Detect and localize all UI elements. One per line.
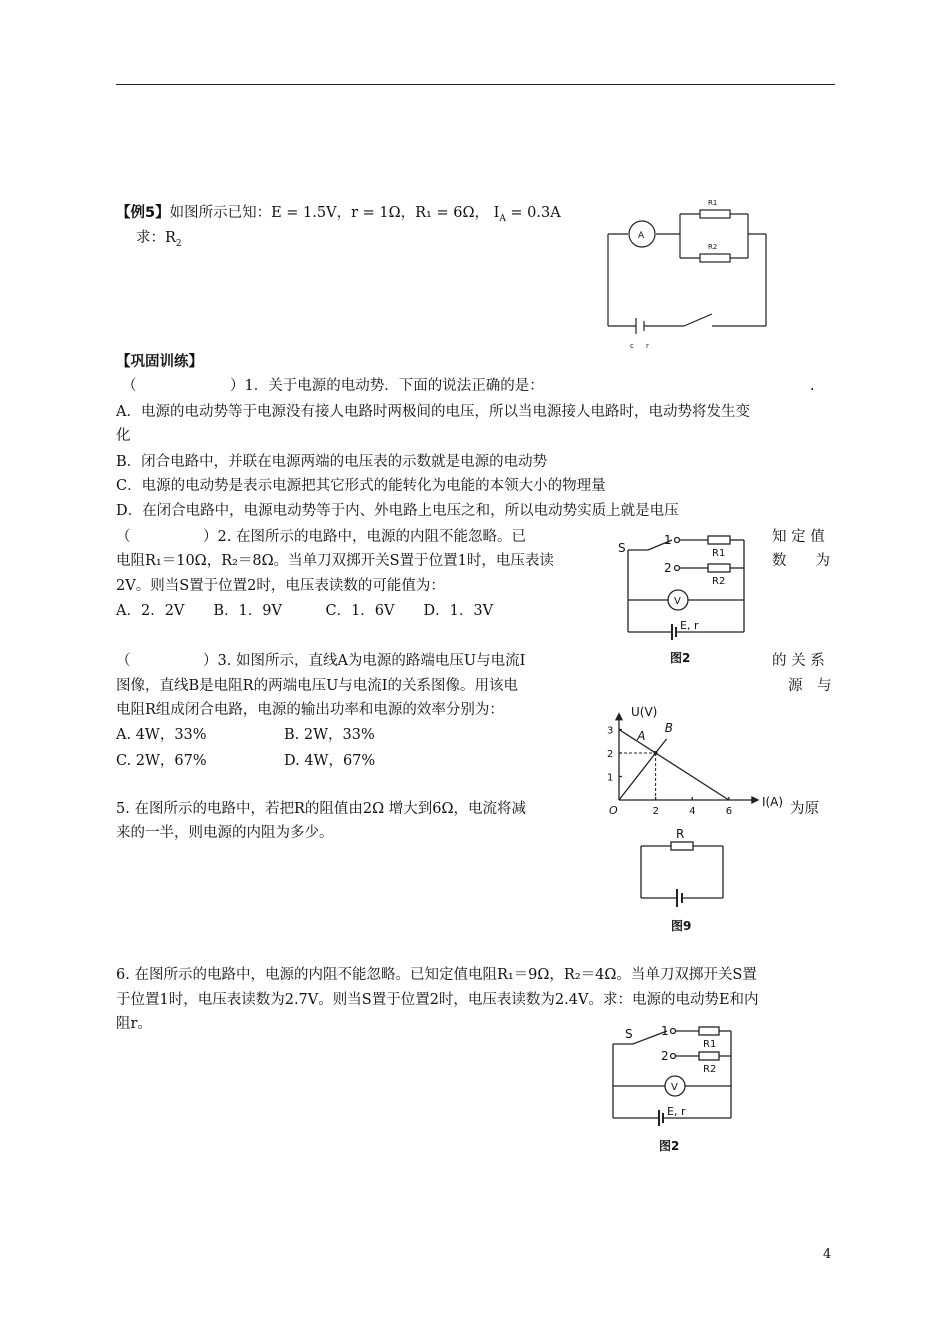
example5-text-tail: = 0.3A: [505, 205, 561, 221]
series-line-a: [619, 730, 729, 801]
q2-line3: 2V。则当S置于位置2时，电压表读数的可能值为：: [116, 578, 445, 594]
q2-fig-er: E, r: [680, 619, 699, 632]
q5-fig-r: R: [676, 827, 685, 841]
q2-fig-p2: 2: [664, 561, 672, 575]
ui-chart: [605, 680, 784, 820]
q5-fig-caption: 图9: [671, 919, 692, 933]
section-title: 【巩固训练】: [116, 354, 203, 370]
q2-line1-right: 知 定 值: [772, 529, 825, 545]
example5-ask: [136, 228, 182, 254]
q5-line1-right: 为原: [790, 801, 819, 817]
example5-circuit-figure: [600, 190, 775, 355]
series-label-b: B: [664, 720, 673, 735]
example5-r2-label: R2: [708, 243, 718, 251]
q2-fig-caption: 图2: [670, 651, 691, 665]
q6-fig-caption: 图2: [659, 1139, 680, 1153]
q6-fig-r1: R1: [703, 1039, 717, 1050]
example5-sub: A: [499, 213, 506, 224]
example5-ask-text: 求：R: [136, 230, 176, 246]
example5-ask-sub: 2: [175, 238, 182, 249]
q2-fig-r1: R1: [712, 548, 726, 559]
x-axis-label: I(A): [761, 795, 784, 809]
y-tick-label: 1: [607, 772, 614, 784]
example5-ammeter-label: A: [638, 231, 645, 241]
example5-r1-label: R1: [708, 199, 718, 207]
y-axis-arrow: [616, 714, 622, 720]
q3-line1: （ ）3. 如图所示，直线A为电源的路端电压U与电流I: [116, 653, 526, 669]
q6-fig-p1: 1: [661, 1024, 669, 1038]
q6-fig-p2: 2: [661, 1049, 669, 1063]
example5-tag: 【例5】: [116, 205, 170, 221]
q6-fig-er: E, r: [667, 1105, 686, 1118]
q6-fig-r2: R2: [703, 1064, 717, 1075]
q6-line1: 6. 在图所示的电路中，电源的内阻不能忽略。已知定值电阻R₁＝9Ω，R₂＝4Ω。当单刀双掷开关S置: [116, 967, 757, 983]
example5-e-label: c: [630, 342, 634, 350]
q2-options: A．2．2V B．1．9V C．1．6V D．1．3V: [116, 603, 494, 619]
q2-line1: （ ）2. 在图所示的电路中，电源的内阻不能忽略。已: [116, 529, 526, 545]
q2-fig-v: V: [674, 596, 681, 607]
q3-line3: 电阻R组成闭合电路，电源的输出功率和电源的效率分别为：: [116, 702, 504, 718]
q3-line1-right: 的 关 系: [772, 653, 825, 669]
q5-line2: 来的一半，则电源的内阻为多少。: [116, 825, 334, 841]
q1-option-b: B．闭合电路中，并联在电源两端的电压表的示数就是电源的电动势: [116, 454, 548, 470]
q2-line2: 电阻R₁＝10Ω，R₂＝8Ω。当单刀双掷开关S置于位置1时，电压表读: [116, 553, 554, 569]
example5-line: [116, 203, 561, 229]
series-line-b: [619, 739, 667, 800]
header-rule: [116, 84, 835, 85]
series-label-a: A: [637, 729, 646, 744]
q1-dot: .: [810, 378, 815, 394]
q3-option-d: D. 4W，67%: [284, 753, 376, 769]
example5-r2-resistor: [700, 254, 730, 262]
example5-r-label: r: [646, 342, 649, 350]
q6-circuit-figure: [605, 1022, 740, 1157]
q1-option-c: C．电源的电动势是表示电源把其它形式的能转化为电能的本领大小的物理量: [116, 478, 606, 494]
x-tick-label: 2: [652, 806, 659, 817]
q6-line2: 于位置1时，电压表读数为2.7V。则当S置于位置2时，电压表读数为2.4V。求：电源的电动势E和内: [116, 992, 759, 1008]
q2-circuit-figure: [620, 528, 750, 668]
q6-line3: 阻r。: [116, 1016, 152, 1032]
q1-option-a-cont: 化: [116, 428, 131, 444]
q5-circuit-figure: [635, 826, 735, 936]
y-tick-label: 2: [607, 749, 614, 760]
q1-option-d: D．在闭合电路中，电源电动势等于内、外电路上电压之和，所以电动势实质上就是电压: [116, 503, 679, 519]
q2-fig-r2: R2: [712, 576, 726, 587]
x-tick-label: 6: [725, 806, 733, 817]
intersection-point: [654, 751, 658, 755]
q5-line1: 5. 在图所示的电路中，若把R的阻值由2Ω 增大到6Ω，电流将减: [116, 801, 526, 817]
example5-r1-resistor: [700, 210, 730, 218]
x-axis-arrow: [752, 797, 758, 803]
q2-fig-s: S: [618, 541, 626, 555]
q2-fig-p1: 1: [664, 533, 672, 547]
q3-option-a: A. 4W，33%: [116, 727, 207, 743]
y-axis-label: U(V): [631, 704, 658, 719]
q6-fig-s: S: [625, 1027, 633, 1041]
q3-option-c: C. 2W，67%: [116, 753, 207, 769]
page-number: 4: [823, 1247, 832, 1262]
q3-line2-right: 源 与: [788, 678, 832, 694]
q1-stem: ）1．关于电源的电动势．下面的说法正确的是：: [230, 378, 544, 394]
x-tick-label: 4: [689, 806, 696, 817]
q3-line2: 图像，直线B是电阻R的两端电压U与电流I的关系图像。用该电: [116, 678, 519, 694]
y-tick-label: 3: [607, 725, 614, 737]
q2-line2-right: 数 为: [772, 553, 830, 569]
origin-label: O: [609, 804, 618, 817]
q6-fig-v: V: [671, 1082, 678, 1093]
q1-open-paren: （: [122, 378, 137, 394]
example5-text: 如图所示已知：E = 1.5V，r = 1Ω，R₁ = 6Ω， I: [169, 205, 500, 221]
q3-option-b: B. 2W，33%: [284, 727, 375, 743]
q1-option-a: A．电源的电动势等于电源没有接人电路时两极间的电压，所以当电源接人电路时，电动势将发生变: [116, 404, 750, 420]
